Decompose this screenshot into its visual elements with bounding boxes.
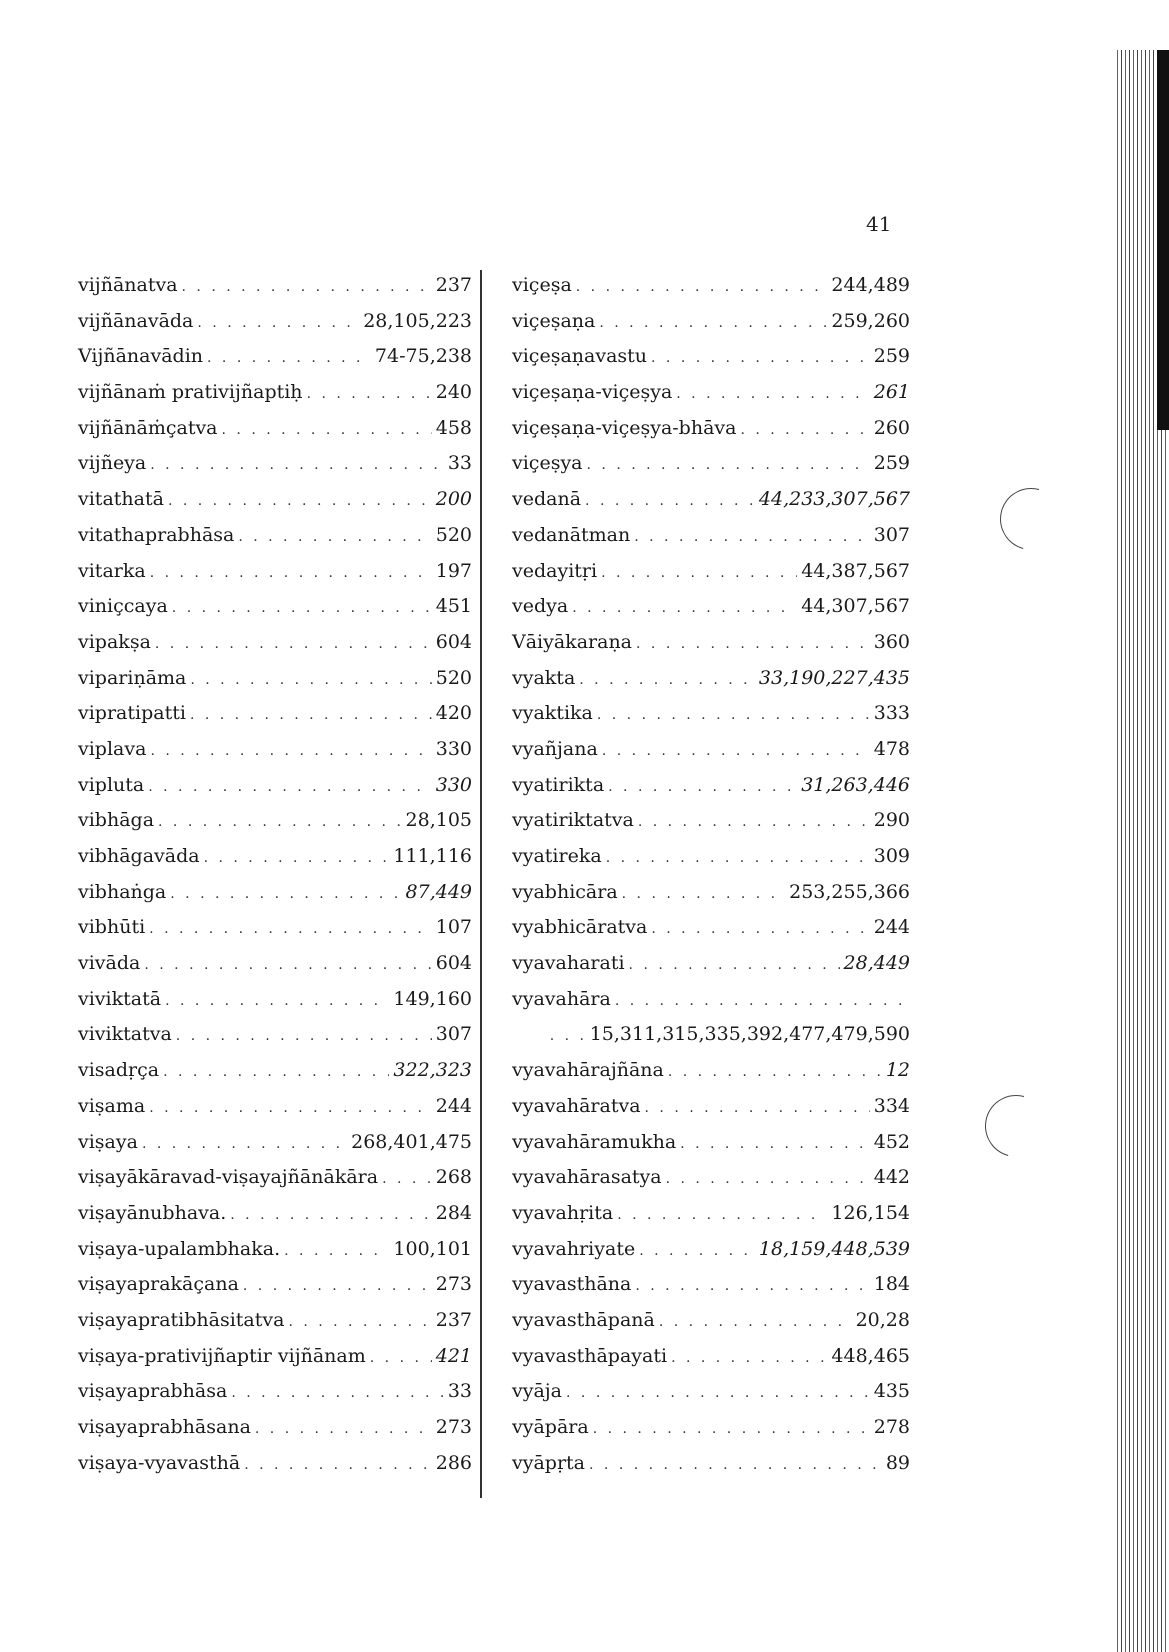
- dot-leader: [150, 734, 431, 770]
- index-entry: [78, 411, 472, 447]
- dot-leader: [182, 270, 432, 306]
- index-entry: [512, 696, 910, 732]
- index-term: vipratipatti: [78, 702, 186, 725]
- index-term: vyavahārasatya: [512, 1166, 662, 1189]
- index-page-refs: 284: [435, 1201, 472, 1224]
- index-entry: [512, 1410, 910, 1446]
- index-term: vyavahāra: [512, 987, 611, 1010]
- index-page-refs: 107: [435, 916, 472, 939]
- index-page-refs: 421: [435, 1344, 472, 1367]
- index-page-refs: 273: [435, 1273, 472, 1296]
- index-entry: [512, 1125, 910, 1161]
- dot-leader: [204, 841, 390, 877]
- index-page-refs: 259: [873, 345, 910, 368]
- index-term: vijñānatva: [78, 274, 178, 296]
- dot-leader: [602, 734, 870, 770]
- dot-leader: [168, 484, 432, 520]
- index-term: vyakta: [512, 666, 576, 689]
- index-entry: [512, 768, 910, 804]
- index-page-refs: 268: [435, 1166, 472, 1189]
- margin-arc-mark: [974, 1084, 1059, 1169]
- index-page-refs: 111,116: [393, 845, 472, 867]
- index-entry: [512, 446, 910, 482]
- index-entry: [78, 1232, 472, 1268]
- index-entry: [78, 1446, 472, 1482]
- dot-leader: [634, 520, 869, 556]
- index-term: vyatiriktatva: [512, 809, 634, 832]
- index-term: vibhāgavāda: [78, 845, 200, 867]
- dot-leader: [576, 270, 828, 306]
- dot-leader: [617, 1198, 827, 1234]
- index-term: vitarka: [78, 559, 146, 582]
- index-page-refs: 478: [873, 737, 910, 760]
- dot-leader: [651, 341, 870, 377]
- dot-leader: [671, 1341, 827, 1377]
- index-term: viṣaya-upalambhaka.: [78, 1237, 281, 1260]
- index-entry: [512, 1446, 910, 1482]
- page-number: 41: [866, 212, 892, 236]
- index-page-refs: 74-75,238: [374, 345, 472, 368]
- dot-leader: [587, 448, 870, 484]
- index-page-refs: 33: [447, 452, 472, 475]
- index-term: viniçcaya: [78, 595, 168, 618]
- index-entry: [78, 696, 472, 732]
- index-term: vyāpṛta: [512, 1451, 586, 1474]
- margin-arc-mark: [989, 477, 1074, 562]
- index-page-refs: 259,260: [831, 309, 910, 332]
- index-entry: [512, 875, 910, 911]
- index-term: vitathatā: [78, 488, 164, 511]
- index-term: vedanātman: [512, 523, 631, 546]
- index-term: viplava: [78, 737, 147, 760]
- index-entry: [512, 1196, 910, 1232]
- index-page-refs: 307: [873, 523, 910, 546]
- index-entry: [78, 732, 472, 768]
- index-page-refs: 126,154: [831, 1201, 910, 1224]
- dot-leader: [150, 556, 432, 592]
- index-entry: [512, 1339, 910, 1375]
- dot-leader: [148, 770, 431, 806]
- index-term: vyatirikta: [512, 773, 605, 796]
- index-term: viṣaya-prativijñaptir vijñānam: [78, 1344, 366, 1367]
- index-term: viṣayaprakāçana: [78, 1273, 239, 1296]
- index-term: vyaktika: [512, 702, 593, 725]
- index-page-refs: 15,311,315,335,392,477,479,590: [589, 1023, 910, 1046]
- dot-leader: [676, 377, 869, 413]
- index-term: vibhāga: [78, 809, 155, 832]
- index-term: vijñeya: [78, 452, 147, 475]
- index-term: vedayitṛi: [512, 559, 598, 582]
- dot-leader: [207, 341, 371, 377]
- index-entry: [78, 589, 472, 625]
- index-entry: [78, 518, 472, 554]
- index-entry: [512, 304, 910, 340]
- index-entry: [512, 589, 910, 625]
- index-term: vyañjana: [512, 737, 598, 760]
- index-page-refs: 322,323: [393, 1059, 472, 1082]
- index-entry: [78, 1410, 472, 1446]
- index-entry: [78, 875, 472, 911]
- index-term: vyavahāratva: [512, 1094, 641, 1117]
- dot-leader: [243, 1269, 432, 1305]
- index-entry: [512, 910, 910, 946]
- dot-leader: [593, 1412, 870, 1448]
- dot-leader: [636, 627, 870, 663]
- dot-leader: [158, 805, 401, 841]
- dot-leader: [222, 413, 432, 449]
- index-page-refs: 290: [873, 809, 910, 832]
- index-page-refs: 330: [435, 737, 472, 760]
- index-term: viṣayākāravad-viṣayajñānākāra: [78, 1166, 379, 1189]
- index-entry: [512, 625, 910, 661]
- dot-leader: [599, 306, 827, 342]
- index-term: vyavasthāna: [512, 1273, 632, 1296]
- dot-leader: [566, 1376, 870, 1412]
- index-term: vyatireka: [512, 845, 602, 867]
- index-term: viṣayaprabhāsana: [78, 1416, 251, 1438]
- index-page-refs: 197: [435, 559, 472, 582]
- index-term: viçeṣaṇa-viçeṣya-bhāva: [512, 416, 737, 439]
- index-entry: [512, 982, 910, 1018]
- index-entry: [512, 1053, 910, 1089]
- index-term: viṣama: [78, 1094, 146, 1117]
- index-page-refs: 28,105: [405, 809, 472, 832]
- page-binding-shadow: [1157, 50, 1169, 430]
- index-term: viṣayānubhava.: [78, 1201, 227, 1224]
- dot-leader: [150, 448, 444, 484]
- index-page-refs: 442: [873, 1166, 910, 1189]
- index-page-refs: 87,449: [405, 880, 472, 903]
- index-page-refs: 435: [873, 1380, 910, 1403]
- dot-leader: [172, 591, 432, 627]
- dot-leader: [149, 1091, 432, 1127]
- index-entry: [512, 375, 910, 411]
- index-entry: [78, 1196, 472, 1232]
- index-page-refs: 452: [873, 1130, 910, 1153]
- index-page-refs: 44,307,567: [801, 595, 910, 618]
- index-entry: [512, 946, 910, 982]
- index-page-refs: 237: [435, 1308, 472, 1331]
- dot-leader: [572, 591, 797, 627]
- index-entry: [512, 661, 910, 697]
- index-page-refs: 244,489: [831, 274, 910, 296]
- index-entry: [512, 1374, 910, 1410]
- dot-leader: [622, 877, 785, 913]
- index-page-refs: 33: [447, 1380, 472, 1403]
- index-page-refs: 458: [435, 416, 472, 439]
- index-page-refs: 28,105,223: [363, 309, 472, 332]
- index-term: vyabhicāratva: [512, 916, 648, 939]
- index-term: vyabhicāra: [512, 880, 618, 903]
- dot-leader: [668, 1055, 882, 1091]
- index-term: viṣayaprabhāsa: [78, 1380, 228, 1403]
- dot-leader: [370, 1341, 432, 1377]
- dot-leader: [666, 1162, 870, 1198]
- index-page-refs: 20,28: [855, 1308, 910, 1331]
- dot-leader: [142, 1127, 347, 1163]
- dot-leader: [579, 663, 755, 699]
- index-page-refs: 260: [873, 416, 910, 439]
- index-entry: [512, 732, 910, 768]
- index-page-refs: 520: [435, 666, 472, 689]
- index-term: vedanā: [512, 488, 582, 511]
- index-term: viçeṣa: [512, 274, 572, 296]
- index-term: vijñānaṁ prativijñaptiḥ: [78, 381, 303, 404]
- dot-leader: [231, 1376, 443, 1412]
- index-entry: [512, 411, 910, 447]
- index-term: vitathaprabhāsa: [78, 523, 235, 546]
- index-entry: [78, 482, 472, 518]
- index-page-refs: 28,449: [843, 952, 910, 975]
- dot-leader: [659, 1305, 852, 1341]
- index-page-refs: 244: [435, 1094, 472, 1117]
- index-term: vipluta: [78, 773, 145, 796]
- index-entry: [512, 1303, 910, 1339]
- index-entry: [78, 1017, 472, 1053]
- index-entry: [512, 339, 910, 375]
- index-entry: [512, 1160, 910, 1196]
- index-term: vyavaharati: [512, 952, 625, 975]
- index-entry: [512, 1267, 910, 1303]
- index-entry: [78, 768, 472, 804]
- index-page-refs: 334: [873, 1094, 910, 1117]
- column-divider: [480, 270, 482, 1498]
- index-entry: [78, 1160, 472, 1196]
- dot-leader: [284, 1234, 389, 1270]
- dot-leader: [638, 805, 870, 841]
- index-page-refs: 278: [873, 1416, 910, 1438]
- index-term: viçeṣaṇa-viçeṣya: [512, 381, 673, 404]
- index-term: Vijñānavādin: [78, 345, 204, 368]
- index-page-refs: 286: [435, 1451, 472, 1474]
- index-entry: [78, 839, 472, 875]
- dot-leader: [230, 1198, 431, 1234]
- dot-leader: [255, 1412, 432, 1448]
- index-page-refs: 261: [873, 381, 910, 404]
- index-entry: [78, 1053, 472, 1089]
- index-page-refs: 44,387,567: [801, 559, 910, 582]
- index-entry: [78, 946, 472, 982]
- index-entry: [512, 482, 910, 518]
- index-page-refs: 307: [435, 1023, 472, 1046]
- dot-leader: [144, 948, 431, 984]
- dot-leader: [597, 698, 870, 734]
- dot-leader: [170, 877, 401, 913]
- index-page-refs: 259: [873, 452, 910, 475]
- index-entry: [512, 1089, 910, 1125]
- index-page-refs: 33,190,227,435: [758, 666, 910, 689]
- dot-leader: [639, 1234, 755, 1270]
- index-page-refs: 309: [873, 845, 910, 867]
- index-term: vipakṣa: [78, 630, 151, 653]
- index-page-refs: 244: [873, 916, 910, 939]
- index-entry: [78, 1089, 472, 1125]
- index-term: viṣayapratibhāsitatva: [78, 1308, 285, 1331]
- index-entry: [78, 982, 472, 1018]
- index-term: viṣaya: [78, 1130, 138, 1153]
- index-page-refs: 12: [885, 1059, 910, 1082]
- index-entry: [78, 1374, 472, 1410]
- index-page-refs: 100,101: [393, 1237, 472, 1260]
- index-page-refs: 330: [435, 773, 472, 796]
- index-entry: [78, 910, 472, 946]
- index-page-refs: 451: [435, 595, 472, 618]
- index-page-refs: 240: [435, 381, 472, 404]
- index-page-refs: 89: [885, 1451, 910, 1474]
- index-entry: [78, 268, 472, 304]
- index-term: vyavahriyate: [512, 1237, 636, 1260]
- index-entry: [512, 839, 910, 875]
- index-term: viviktatā: [78, 987, 162, 1010]
- dot-leader: [307, 377, 432, 413]
- index-page-refs: 184: [873, 1273, 910, 1296]
- index-term: vijñānavāda: [78, 309, 194, 332]
- index-term: vyavasthāpanā: [512, 1308, 655, 1331]
- index-column-left: [78, 268, 472, 1481]
- index-term: vyavahārajñāna: [512, 1059, 664, 1082]
- index-entry: [512, 1232, 910, 1268]
- dot-leader: [288, 1305, 431, 1341]
- index-page-refs: 360: [873, 630, 910, 653]
- index-entry: [78, 625, 472, 661]
- index-term: vyāpāra: [512, 1416, 589, 1438]
- index-term: viçeṣaṇavastu: [512, 345, 648, 368]
- index-page-refs: 448,465: [831, 1344, 910, 1367]
- dot-leader: [382, 1162, 432, 1198]
- dot-leader: [163, 1055, 389, 1091]
- index-page-refs: 273: [435, 1416, 472, 1438]
- index-page-refs: 253,255,366: [789, 880, 910, 903]
- index-term: viviktatva: [78, 1023, 172, 1046]
- index-entry: [512, 803, 910, 839]
- index-entry: [78, 1339, 472, 1375]
- index-entry: [512, 554, 910, 590]
- index-entry: [78, 446, 472, 482]
- index-term: Vāiyākaraṇa: [512, 630, 633, 653]
- dot-leader: [651, 912, 869, 948]
- dot-leader: [190, 698, 432, 734]
- index-page-refs: 333: [873, 702, 910, 725]
- dot-leader: [601, 556, 797, 592]
- index-entry: [78, 339, 472, 375]
- index-term: vibhūti: [78, 916, 146, 939]
- dot-leader: [176, 1019, 432, 1055]
- index-term: vyavahāramukha: [512, 1130, 677, 1153]
- index-page-refs: 200: [435, 488, 472, 511]
- dot-leader: [244, 1448, 432, 1484]
- dot-leader: [629, 948, 840, 984]
- dot-leader: [606, 841, 870, 877]
- index-term: visadṛça: [78, 1059, 160, 1082]
- index-page-refs: 604: [435, 952, 472, 975]
- dot-leader: [680, 1127, 870, 1163]
- index-page-refs: 420: [435, 702, 472, 725]
- dot-leader: [155, 627, 432, 663]
- dot-leader: [740, 413, 869, 449]
- dot-leader: [645, 1091, 870, 1127]
- index-term: vedya: [512, 595, 569, 618]
- dot-leader: [165, 984, 389, 1020]
- index-entry: [512, 268, 910, 304]
- dot-leader: [238, 520, 431, 556]
- index-page-refs: 520: [435, 523, 472, 546]
- index-entry: [512, 518, 910, 554]
- index-entry: [78, 554, 472, 590]
- index-term: viṣaya-vyavasthā: [78, 1451, 241, 1474]
- index-term: vyavahṛita: [512, 1201, 614, 1224]
- index-entry: [78, 304, 472, 340]
- index-entry: [78, 1303, 472, 1339]
- index-column-right: [512, 268, 910, 1481]
- index-term: viçeṣya: [512, 452, 583, 475]
- index-term: vibhaṅga: [78, 880, 167, 903]
- index-page-refs: 604: [435, 630, 472, 653]
- index-entry: [512, 1017, 910, 1053]
- index-page-refs: 18,159,448,539: [758, 1237, 910, 1260]
- dot-leader: [615, 984, 906, 1020]
- dot-leader: [585, 484, 755, 520]
- index-page-refs: 44,233,307,567: [758, 488, 910, 511]
- index-page-refs: 268,401,475: [351, 1130, 472, 1153]
- dot-leader: [550, 1019, 586, 1055]
- index-page-refs: 149,160: [393, 987, 472, 1010]
- index-entry: [78, 1267, 472, 1303]
- dot-leader: [589, 1448, 882, 1484]
- index-term: vyāja: [512, 1380, 563, 1403]
- index-term: vyavasthāpayati: [512, 1344, 668, 1367]
- index-term: viçeṣaṇa: [512, 309, 596, 332]
- dot-leader: [608, 770, 797, 806]
- index-entry: [78, 803, 472, 839]
- index-term: vipariṇāma: [78, 666, 187, 689]
- index-term: vivāda: [78, 952, 141, 975]
- index-page-refs: 237: [435, 274, 472, 296]
- dot-leader: [635, 1269, 869, 1305]
- index-term: vijñānāṁçatva: [78, 416, 218, 439]
- dot-leader: [190, 663, 431, 699]
- dot-leader: [149, 912, 432, 948]
- index-page-refs: 31,263,446: [801, 773, 910, 796]
- index-entry: [78, 375, 472, 411]
- dot-leader: [197, 306, 359, 342]
- index-entry: [78, 661, 472, 697]
- index-entry: [78, 1125, 472, 1161]
